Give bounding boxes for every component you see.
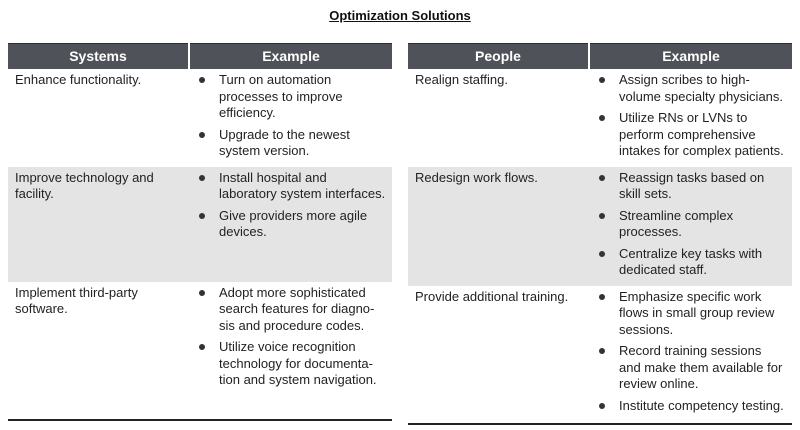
example-text: Upgrade to the newest system version.	[219, 126, 350, 158]
example-text: Record training sessions and make them available for review online.	[619, 343, 783, 391]
example-text: Adopt more sophisticated search features for diagno-sis and procedure codes.	[219, 284, 375, 333]
bullet-icon	[199, 290, 205, 296]
list-item	[189, 72, 392, 122]
table-row	[408, 286, 792, 424]
list-item	[589, 208, 792, 241]
systems-table	[8, 43, 392, 421]
example-text: Centralize key tasks with dedicated staff.	[619, 245, 763, 277]
bullet-icon	[599, 403, 605, 409]
systems-header: Systems	[8, 44, 189, 70]
example-text: Turn on automation processes to improve efficiency.	[219, 72, 343, 120]
list-item	[589, 398, 792, 415]
list-item	[189, 285, 392, 335]
example-text: Utilize RNs or LVNs to perform comprehensive intakes for complex patients.	[619, 110, 784, 158]
bullet-icon	[599, 213, 605, 219]
bullet-icon	[199, 175, 205, 181]
category-cell: Provide additional training.	[415, 288, 569, 304]
people-example-header: Example	[589, 44, 792, 70]
bullet-icon	[599, 348, 605, 354]
category-cell: Enhance functionality.	[15, 72, 142, 87]
example-cell	[589, 167, 792, 286]
example-text: Streamline complex processes.	[619, 207, 734, 239]
example-text: Institute competency testing.	[619, 397, 784, 413]
list-item	[189, 339, 392, 389]
table-row	[408, 167, 792, 286]
bullet-icon	[599, 115, 605, 121]
bullet-icon	[199, 344, 205, 350]
list-item	[189, 170, 392, 203]
category-cell: Implement third-party software.	[15, 284, 138, 316]
bullet-icon	[199, 132, 205, 138]
list-item	[589, 246, 792, 279]
example-cell	[589, 69, 792, 167]
page-title: Optimization Solutions	[329, 8, 471, 23]
category-cell: Realign staffing.	[415, 72, 508, 87]
list-item	[589, 343, 792, 393]
list-item	[589, 170, 792, 203]
category-cell: Redesign work flows.	[408, 167, 589, 286]
systems-example-header: Example	[189, 44, 392, 70]
example-text: Reassign tasks based on skill sets.	[619, 169, 765, 201]
example-text: Utilize voice recognition technology for documenta-tion and system navigation.	[219, 339, 377, 387]
example-text: Emphasize specific work flows in small group review sessions.	[619, 288, 775, 337]
bullet-icon	[599, 251, 605, 257]
example-text: Install hospital and laboratory system interfaces.	[219, 169, 386, 201]
table-row	[408, 69, 792, 167]
people-table	[408, 43, 792, 425]
example-cell	[589, 286, 792, 424]
example-cell	[189, 69, 392, 167]
people-header: People	[408, 44, 589, 70]
table-row	[8, 69, 392, 167]
list-item	[589, 72, 792, 105]
table-row	[8, 167, 392, 282]
bullet-icon	[199, 213, 205, 219]
example-text: Give providers more agile devices.	[219, 207, 368, 239]
table-row	[8, 282, 392, 420]
bullet-icon	[199, 77, 205, 83]
bullet-icon	[599, 175, 605, 181]
list-item	[189, 208, 392, 241]
list-item	[589, 289, 792, 339]
example-text: Assign scribes to high-volume specialty physicians.	[619, 72, 784, 104]
example-cell	[189, 167, 392, 282]
list-item	[589, 110, 792, 160]
list-item	[189, 127, 392, 160]
bullet-icon	[599, 77, 605, 83]
category-cell: Improve technology and facility.	[8, 167, 189, 282]
example-cell	[189, 282, 392, 420]
bullet-icon	[599, 294, 605, 300]
